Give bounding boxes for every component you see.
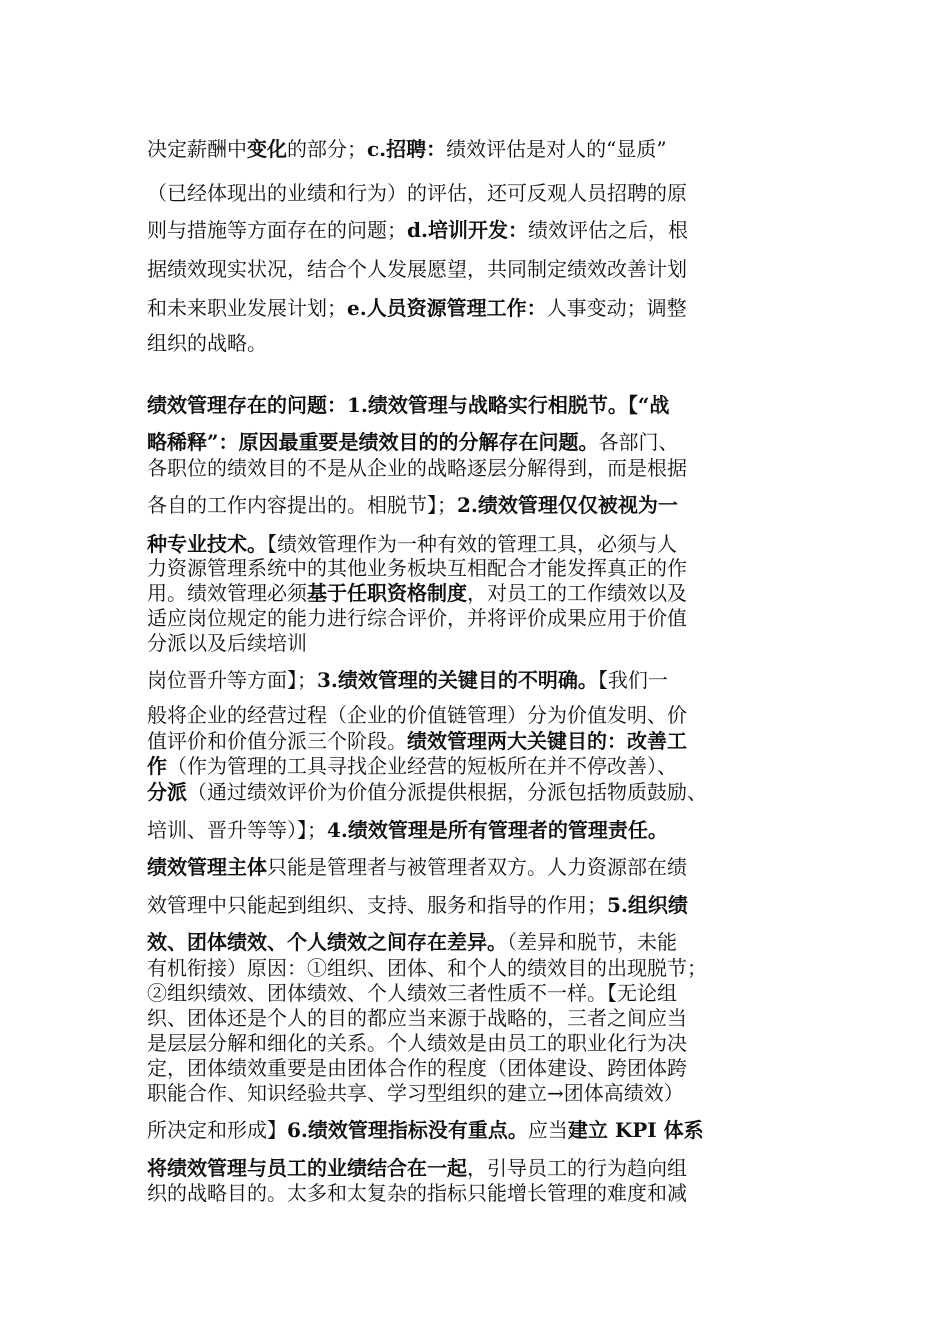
text-run: 各自的工作内容提出的。相脱节】； <box>147 493 457 517</box>
bold-text-run: d.培训开发： <box>407 218 528 242</box>
text-run: 【绩效管理作为一种有效的管理工具，必须与人 <box>267 532 677 556</box>
bold-text-run: 4.绩效管理是所有管理者的管理责任。 <box>327 818 668 842</box>
text-run: 只能是管理者与被管理者双方。人力资源部在绩 <box>267 855 687 879</box>
text-run: 职能合作、知识经验共享、学习型组织的建立→团体高绩效） <box>147 1081 684 1105</box>
text-run: 的部分； <box>287 137 367 161</box>
text-line <box>147 330 267 356</box>
text-run: 则与措施等方面存在的问题； <box>147 218 407 242</box>
text-run: 各部门、 <box>598 430 679 454</box>
bold-text-run: e.人员资源管理工作： <box>347 296 547 320</box>
text-run: （作为管理的工具寻找企业经营的短板所在并不停改善）、 <box>167 754 677 778</box>
text-run: 人事变动；调整 <box>546 296 687 320</box>
text-line <box>147 854 687 880</box>
text-run: 分派以及后续培训 <box>147 631 307 655</box>
bold-text-run: 略稀释”：原因最重要是绩效目的的分解存在问题。 <box>147 430 599 454</box>
text-run: 【我们一 <box>597 668 668 692</box>
text-run: 培训、晋升等等）】； <box>147 818 327 842</box>
text-line <box>147 217 688 243</box>
text-run: （差异和脱节，未能 <box>507 930 677 954</box>
text-run: 和未来职业发展计划； <box>147 296 347 320</box>
text-run: 绩效评估之后，根 <box>527 218 688 242</box>
text-run: 据绩效现实状况，结合个人发展愿望，共同制定绩效改善计划 <box>147 257 687 281</box>
text-run: 织的战略目的。太多和太复杂的指标只能增长管理的难度和减 <box>147 1181 687 1205</box>
text-run: 各职位的绩效目的不是从企业的战略逐层分解得到，而是根据 <box>147 456 687 480</box>
text-run: 般将企业的经营过程（企业的价值链管理）分为价值发明、价 <box>147 703 687 727</box>
bold-text-run: 基于任职资格制度 <box>307 581 467 605</box>
text-run: ②组织绩效、团体绩效、个人绩效三者性质不一样。【无论组 <box>147 981 677 1005</box>
bold-text-run: 绩效管理存在的问题：1.绩效管理与战略实行相脱节。【“战 <box>147 393 670 417</box>
bold-text-run: 绩效管理主体 <box>147 855 267 879</box>
text-line <box>147 429 679 455</box>
text-run: （通过绩效评价为价值分派提供根据，分派包括物质鼓励、 <box>187 780 707 804</box>
text-run: 是层层分解和细化的关系。个人绩效是由员工的职业化行为决 <box>147 1031 687 1055</box>
text-line <box>147 392 669 418</box>
bold-text-run: 变化 <box>247 137 287 161</box>
bold-text-run: 效、团体绩效、个人绩效之间存在差异。 <box>147 930 507 954</box>
text-line <box>147 580 687 606</box>
text-run: 决定薪酬中 <box>147 137 247 161</box>
text-run: ，对员工的工作绩效以及 <box>467 581 687 605</box>
bold-text-run: c.招聘： <box>367 137 447 161</box>
bold-text-run: 将绩效管理与员工的业绩结合在一起 <box>147 1156 467 1180</box>
text-line <box>147 531 677 557</box>
text-line <box>147 1117 704 1143</box>
text-run: 有机衔接）原因：①组织、团体、和个人的绩效目的出现脱节； <box>147 956 707 980</box>
bold-text-run: 分派 <box>147 780 187 804</box>
text-run: 所决定和形成】 <box>147 1118 287 1142</box>
text-line <box>147 1155 687 1181</box>
bold-text-run: 建立 KPI 体系 <box>567 1118 704 1142</box>
text-line <box>147 256 687 282</box>
text-line <box>147 180 687 206</box>
text-run: 组织的战略。 <box>147 331 267 355</box>
text-line <box>147 630 307 656</box>
text-line <box>147 817 668 843</box>
text-line <box>147 892 688 918</box>
text-run: 效管理中只能起到组织、支持、服务和指导的作用； <box>147 893 607 917</box>
bold-text-run: 2.绩效管理仅仅被视为一 <box>457 493 678 517</box>
text-line <box>147 295 687 321</box>
text-line <box>147 753 677 779</box>
text-line <box>147 702 687 728</box>
text-line <box>147 136 667 162</box>
text-line <box>147 455 687 481</box>
text-line <box>147 667 668 693</box>
text-run: 应当 <box>527 1118 568 1142</box>
text-line <box>147 728 687 754</box>
text-line <box>147 555 687 581</box>
text-line <box>147 1180 687 1206</box>
text-run: 用。绩效管理必须 <box>147 581 307 605</box>
bold-text-run: 6.绩效管理指标没有重点。 <box>287 1118 528 1142</box>
text-line <box>147 1030 687 1056</box>
text-run: 值评价和价值分派三个阶段。 <box>147 729 407 753</box>
text-line <box>147 779 707 805</box>
text-run: 绩效评估是对人的“显质” <box>446 137 667 161</box>
text-run: 织、团体还是个人的目的都应当来源于战略的，三者之间应当 <box>147 1006 687 1030</box>
text-line <box>147 492 678 518</box>
text-run: 适应岗位规定的能力进行综合评价，并将评价成果应用于价值 <box>147 606 687 630</box>
bold-text-run: 3.绩效管理的关键目的不明确。 <box>317 668 598 692</box>
bold-text-run: 作 <box>147 754 167 778</box>
bold-text-run: 种专业技术。 <box>147 532 267 556</box>
text-line <box>147 1005 687 1031</box>
bold-text-run: 绩效管理两大关键目的：改善工 <box>407 729 687 753</box>
text-run: 岗位晋升等方面】； <box>147 668 317 692</box>
text-run: ，引导员工的行为趋向组 <box>467 1156 687 1180</box>
text-line <box>147 980 677 1006</box>
text-run: 力资源管理系统中的其他业务板块互相配合才能发挥真正的作 <box>147 556 687 580</box>
text-line <box>147 605 687 631</box>
text-run: 定，团体绩效重要是由团体合作的程度（团体建设、跨团体跨 <box>147 1056 687 1080</box>
text-line <box>147 955 707 981</box>
text-run: （已经体现出的业绩和行为）的评估，还可反观人员招聘的原 <box>147 181 687 205</box>
text-line <box>147 1055 687 1081</box>
text-line <box>147 929 677 955</box>
text-line <box>147 1080 684 1106</box>
bold-text-run: 5.组织绩 <box>607 893 688 917</box>
